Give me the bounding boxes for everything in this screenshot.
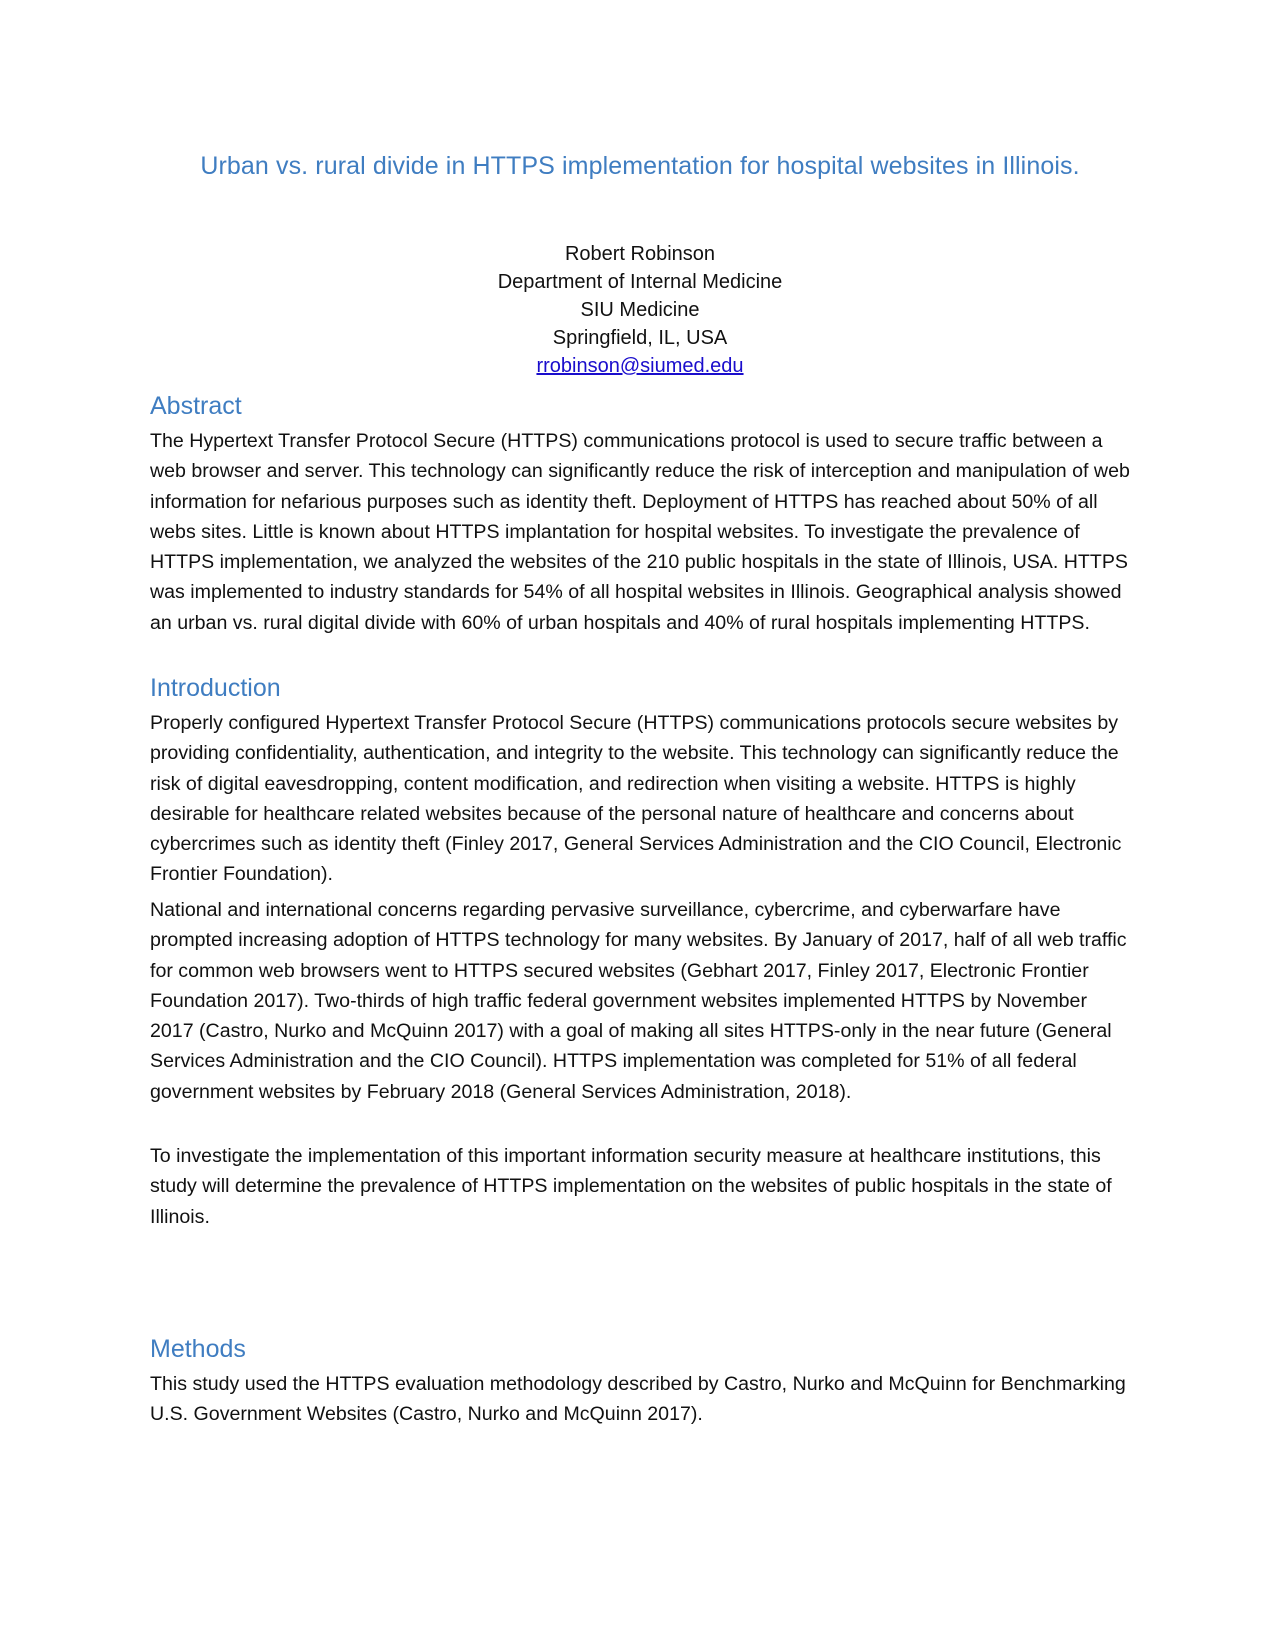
abstract-heading: Abstract <box>150 392 242 420</box>
author-block <box>150 240 1130 380</box>
author-department: Department of Internal Medicine <box>497 271 783 293</box>
methods-heading: Methods <box>150 1335 246 1363</box>
introduction-paragraph-3: To investigate the implementation of this important information security measure at healthcare institutions, this study will determine the prevalence of HTTPS implementation on the websites of public hospitals in the state of Illinois. <box>150 1145 1112 1228</box>
introduction-heading: Introduction <box>150 674 281 702</box>
abstract-text: The Hypertext Transfer Protocol Secure (HTTPS) communications protocol is used to secure traffic between a web browser and server. This technology can significantly reduce the risk of interception and manipulation of web information for nefarious purposes such as identity theft. Deployment of HTTPS has reached about 50% of all webs sites. Little is known about HTTPS implantation for hospital websites. To investigate the prevalence of HTTPS implementation, we analyzed the websites of the 210 public hospitals in the state of Illinois, USA. HTTPS was implemented to industry standards for 54% of all hospital websites in Illinois. Geographical analysis showed an urban vs. rural digital divide with 60% of urban hospitals and 40% of rural hospitals implementing HTTPS. <box>150 430 1130 634</box>
author-name: Robert Robinson <box>564 243 716 265</box>
author-location: Springfield, IL, USA <box>552 327 728 349</box>
introduction-paragraph-2: National and international concerns regarding pervasive surveillance, cybercrime, and cyberwarfare have prompted increasing adoption of HTTPS technology for many websites. By January of 2017, half of all web traffic for common web browsers went to HTTPS secured websites (Gebhart 2017, Finley 2017, Electronic Frontier Foundation 2017). Two-thirds of high traffic federal government websites implemented HTTPS by November 2017 (Castro, Nurko and McQuinn 2017) with a goal of making all sites HTTPS-only in the near future (General Services Administration and the CIO Council). HTTPS implementation was completed for 51% of all federal government websites by February 2018 (General Services Administration, 2018). <box>150 899 1127 1103</box>
author-email-link[interactable]: rrobinson@siumed.edu <box>536 355 744 377</box>
introduction-paragraph-1: Properly configured Hypertext Transfer Protocol Secure (HTTPS) communications protocols secure websites by providing confidentiality, authentication, and integrity to the website. This technology can significantly reduce the risk of digital eavesdropping, content modification, and redirection when visiting a website. HTTPS is highly desirable for healthcare related websites because of the personal nature of healthcare and concerns about cybercrimes such as identity theft (Finley 2017, General Services Administration and the CIO Council, Electronic Frontier Foundation). <box>150 712 1122 886</box>
author-institution: SIU Medicine <box>580 299 700 321</box>
paper-title: Urban vs. rural divide in HTTPS implementation for hospital websites in Illinois. <box>200 152 1080 180</box>
methods-text: This study used the HTTPS evaluation methodology described by Castro, Nurko and McQuinn for Benchmarking U.S. Government Websites (Castro, Nurko and McQuinn 2017). <box>150 1373 1126 1426</box>
